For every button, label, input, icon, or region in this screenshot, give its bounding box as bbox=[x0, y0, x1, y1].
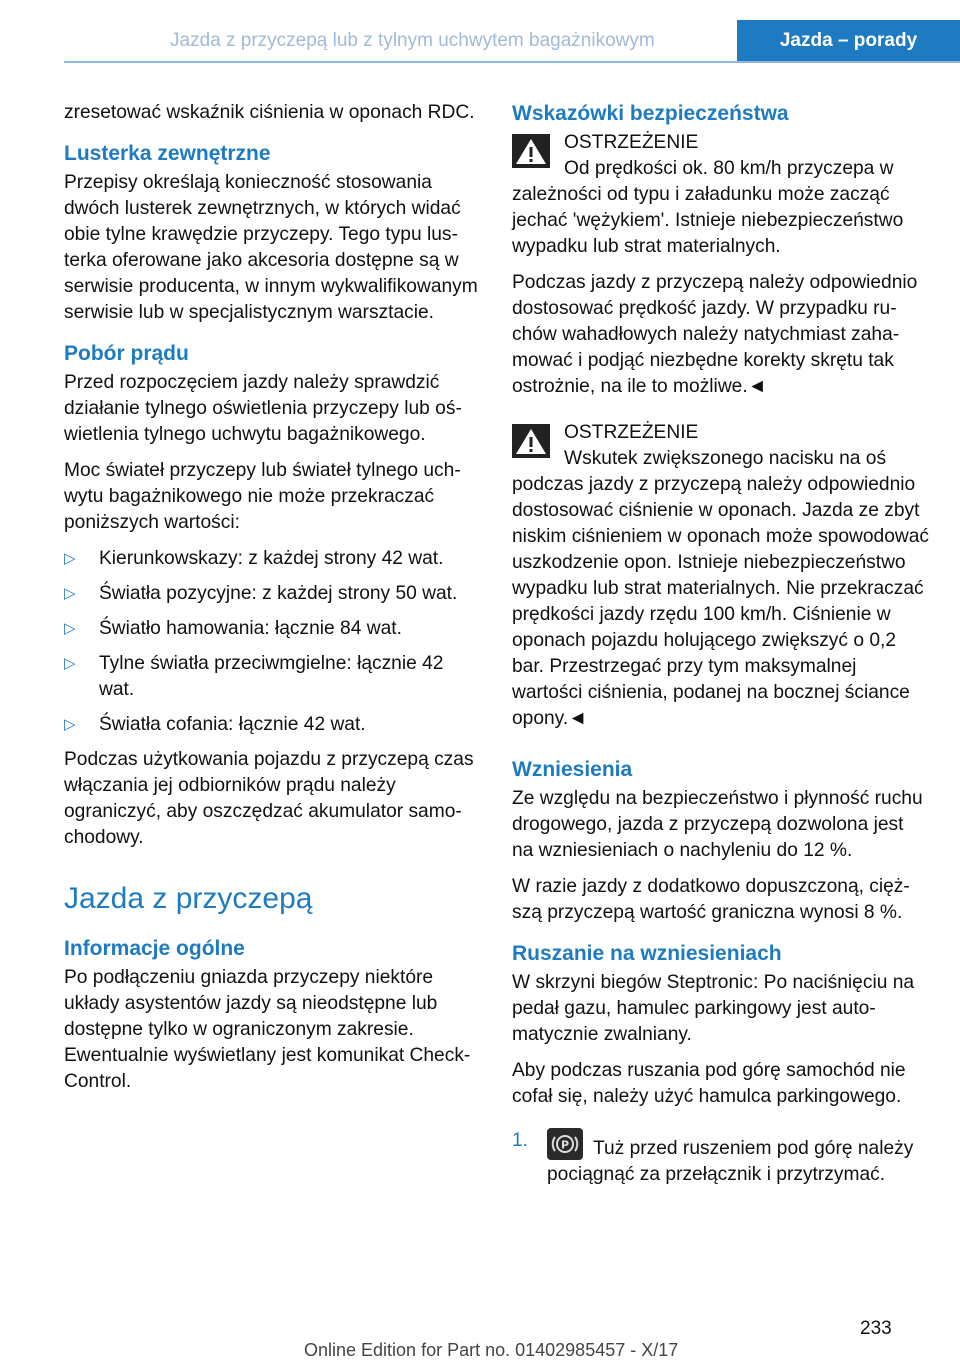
start-text-1: W skrzyni biegów Steptronic: Po naciśnięciu na pedał gazu, hamulec parkingowy jest automatycznie zwalniany. bbox=[512, 972, 915, 1045]
bullet-triangle-icon: ▷ bbox=[64, 655, 76, 672]
warning-block-2 bbox=[512, 420, 930, 732]
power-text-1: Przed rozpoczęciem jazdy należy sprawdzić działanie tylnego oświetlenia przyczepy lub oświetlenia tylnego uchwytu bagażnikowego. bbox=[64, 372, 462, 445]
list-item: ▷ Kierunkowskazy: z każdej strony 42 wat. bbox=[64, 546, 478, 572]
slopes-heading: Wzniesienia bbox=[512, 758, 633, 781]
step-item bbox=[512, 1128, 930, 1188]
bullet-triangle-icon: ▷ bbox=[64, 550, 76, 567]
left-column bbox=[64, 100, 478, 1105]
intro-text: zresetować wskaźnik ciśnienia w oponach RDC. bbox=[64, 102, 475, 123]
header-divider bbox=[64, 61, 960, 63]
page-number: 233 bbox=[860, 1318, 892, 1339]
power-text-3: Podczas użytkowania pojazdu z przyczepą czas włączania jej odbiorników prądu należy ograniczyć, aby oszczędzać akumulator samochodowy. bbox=[64, 749, 474, 848]
general-text: Po podłączeniu gniazda przyczepy niektóre układy asystentów jazdy są nieodstępne lub dostępne tylko w ograniczonym zakresie. Ewentualnie wyświetlany jest komunikat Check-Control. bbox=[64, 967, 471, 1092]
start-heading: Ruszanie na wzniesieniach bbox=[512, 942, 782, 965]
edition-footer: Online Edition for Part no. 01402985457 - X/17 bbox=[304, 1340, 679, 1360]
bullet-triangle-icon: ▷ bbox=[64, 620, 76, 637]
slopes-text-1: Ze względu na bezpieczeństwo i płynność ruchu drogowego, jazda z przyczepą dozwolona jest na wzniesieniach o nachyleniu do 12 %. bbox=[512, 788, 923, 861]
warning-block-1 bbox=[512, 130, 930, 260]
list-item: ▷ Światło hamowania: łącznie 84 wat. bbox=[64, 616, 478, 642]
start-text-2: Aby podczas ruszania pod górę samochód nie cofał się, należy użyć hamulca parkingowego. bbox=[512, 1060, 906, 1107]
svg-text:P: P bbox=[560, 1138, 570, 1152]
power-limits-list bbox=[64, 546, 478, 738]
warning-triangle-icon bbox=[512, 134, 550, 168]
step-text: Tuż przed ruszeniem pod górę należy pociągnąć za przełącznik i przytrzymać. bbox=[547, 1138, 914, 1185]
right-column bbox=[512, 100, 930, 1188]
warning-followup: Podczas jazdy z przyczepą należy odpowiednio dostosować prędkość jazdy. W przypadku ruchów wahadłowych należy natychmiast zahamować i podjąć niezbędne korekty skrętu tak ostrożnie, na ile to możliwe.◄ bbox=[512, 272, 918, 397]
warning-triangle-icon bbox=[512, 424, 550, 458]
step-number: 1. bbox=[512, 1130, 529, 1151]
warning-text: Od prędkości ok. 80 km/h przyczepa w zależności od typu i załadunku może zacząć jechać 'wężykiem'. Istnieje niebezpieczeństwo wypadku lub strat materialnych. bbox=[512, 158, 904, 257]
safety-heading: Wskazówki bezpieczeństwa bbox=[512, 102, 789, 125]
warning-title: OSTRZEŻENIE bbox=[564, 132, 699, 153]
mirrors-heading: Lusterka zewnętrzne bbox=[64, 142, 271, 165]
power-heading: Pobór prądu bbox=[64, 342, 189, 365]
general-heading: Informacje ogólne bbox=[64, 937, 245, 960]
warning-title: OSTRZEŻENIE bbox=[564, 422, 699, 443]
slopes-text-2: W razie jazdy z dodatkowo dopuszczoną, cięższą przyczepą wartość graniczna wynosi 8 %. bbox=[512, 876, 910, 923]
list-item: ▷ Światła pozycyjne: z każdej strony 50 wat. bbox=[64, 581, 478, 607]
trailer-heading: Jazda z przyczepą bbox=[64, 882, 313, 915]
warning-text: Wskutek zwiększonego nacisku na oś podczas jazdy z przyczepą należy odpowiednio dostosować ciśnienie w oponach. Jazda ze zbyt niskim ciśnieniem w oponach może spowodować uszkodzenie opon. Istnieje niebezpieczeństwo wypadku lub strat materialnych. Nie przekraczać prędkości jazdy rzędu 100 km/h. Ciśnienie w oponach pojazdu holującego zwiększyć o 0,2 bar. Przestrzegać przy tym maksymalnej wartości ciśnienia, podanej na bocznej ściance opony.◄ bbox=[512, 448, 929, 729]
chapter-tab: Jazda – porady bbox=[737, 20, 960, 62]
section-title: Jazda z przyczepą lub z tylnym uchwytem bagażnikowym bbox=[170, 30, 655, 51]
list-item: ▷ Tylne światła przeciwmgielne: łącznie 42 wat. bbox=[64, 653, 444, 700]
bullet-triangle-icon: ▷ bbox=[64, 716, 76, 733]
power-text-2: Moc świateł przyczepy lub świateł tylnego uchwytu bagażnikowego nie może przekraczać poniższych wartości: bbox=[64, 460, 461, 533]
list-item: ▷ Światła cofania: łącznie 42 wat. bbox=[64, 712, 478, 738]
bullet-triangle-icon: ▷ bbox=[64, 585, 76, 602]
parking-brake-icon bbox=[547, 1128, 583, 1160]
mirrors-text: Przepisy określają konieczność stosowania dwóch lusterek zewnętrznych, w których widać obie tylne krawędzie przyczepy. Tego typu lusterka oferowane jako akcesoria dostępne są w serwisie producenta, w innym wykwalifikowanym serwisie lub w specjalistycznym warsztacie. bbox=[64, 172, 478, 323]
page-header bbox=[0, 0, 960, 64]
